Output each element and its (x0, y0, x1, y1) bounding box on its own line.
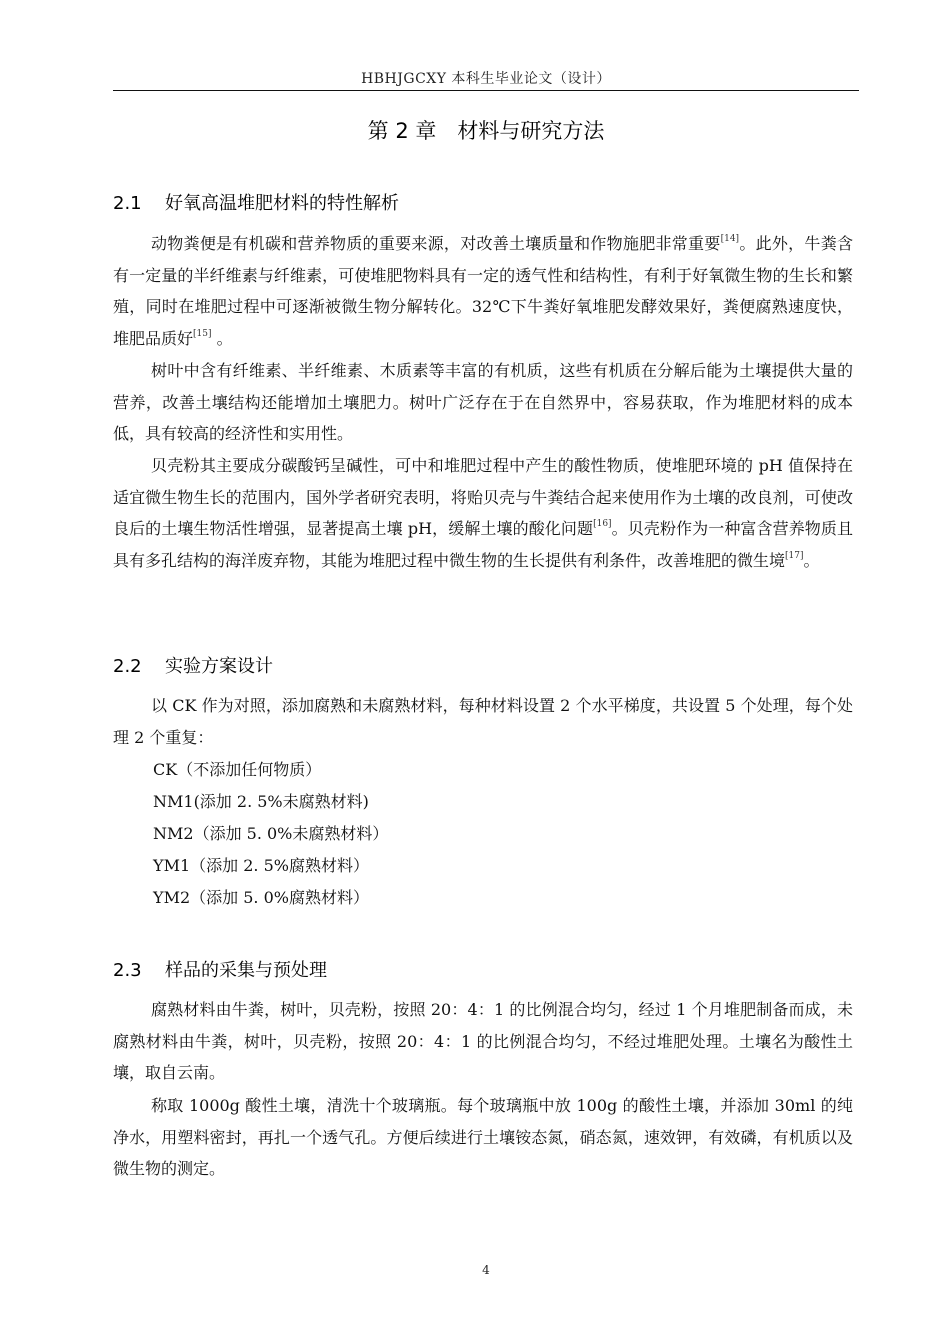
text-run: 。 (211, 329, 233, 349)
chapter-title: 第 2 章 材料与研究方法 (367, 119, 605, 143)
page-number: 4 (482, 1263, 490, 1277)
section-title: 好氧高温堆肥材料的特性解析 (165, 193, 399, 214)
text-run: 。贝壳粉作为一种富含营养物质且具有多孔结构的海洋废弃物，其能为堆肥过程中微生物的生长提供有利条件，改善堆肥的微生境 (113, 519, 853, 571)
running-header: HBHJGCXY 本科生毕业论文（设计） (361, 71, 611, 87)
section-heading-2-3 (113, 956, 327, 982)
text-run: 。此外，牛粪含有一定量的半纤维素与纤维素，可使堆肥物料具有一定的透气性和结构性，有利于好氧微生物的生长和繁殖，同时在堆肥过程中可逐渐被微生物分解转化。32℃下牛粪好氧堆肥发酵效果好，粪便腐熟速度快，堆肥品质好 (113, 234, 853, 349)
section-number: 2.3 (113, 960, 142, 981)
section-heading-2-2 (113, 652, 273, 678)
paragraph-materials-prep: 腐熟材料由牛粪，树叶，贝壳粉，按照 20：4：1 的比例混合均匀，经过 1 个月堆肥制备而成，未腐熟材料由牛粪，树叶，贝壳粉，按照 20：4：1 的比例混合均匀，不经过堆肥处理。土壤名为酸性土壤，取自云南。 (113, 1000, 853, 1083)
text-run: 动物粪便是有机碳和营养物质的重要来源，对改善土壤质量和作物施肥非常重要 (151, 234, 721, 253)
paragraph-sample-processing: 称取 1000g 酸性土壤，清洗十个玻璃瓶。每个玻璃瓶中放 100g 的酸性土壤，并添加 30ml 的纯净水，用塑料密封，再扎一个透气孔。方便后续进行土壤铵态氮，硝态氮，速效钾，有效磷，有机质以及微生物的测定。 (113, 1096, 853, 1179)
citation: [17] (785, 551, 804, 562)
treatment-item: NM1(添加 2. 5%未腐熟材料) (153, 792, 369, 811)
treatment-item: NM2（添加 5. 0%未腐熟材料） (153, 824, 389, 843)
treatment-item: CK（不添加任何物质） (153, 760, 322, 779)
text-run: 贝壳粉其主要成分碳酸钙呈碱性，可中和堆肥过程中产生的酸性物质，使堆肥环境的 pH 值保持在适宜微生物生长的范围内，国外学者研究表明，将贻贝壳与牛粪结合起来使用作为土壤的改良剂，可使改良后的土壤生物活性增强，显著提高土壤 pH，缓解土壤的酸化问题 (113, 456, 853, 539)
paragraph-experiment-design: 以 CK 作为对照，添加腐熟和未腐熟材料，每种材料设置 2 个水平梯度，共设置 5 个处理，每个处理 2 个重复： (113, 696, 853, 747)
section-number: 2.2 (113, 656, 142, 677)
text-run: 。 (803, 551, 820, 571)
header-rule (113, 90, 859, 91)
paragraph-shell-powder (113, 450, 853, 577)
section-heading-2-1 (113, 189, 399, 215)
citation: [14] (720, 234, 740, 244)
citation: [16] (593, 519, 612, 530)
section-title: 样品的采集与预处理 (165, 960, 327, 981)
section-title: 实验方案设计 (165, 656, 273, 677)
treatment-item: YM2（添加 5. 0%腐熟材料） (153, 888, 369, 907)
paragraph-leaves: 树叶中含有纤维素、半纤维素、木质素等丰富的有机质，这些有机质在分解后能为土壤提供大量的营养，改善土壤结构还能增加土壤肥力。树叶广泛存在于在自然界中，容易获取，作为堆肥材料的成本低，具有较高的经济性和实用性。 (113, 361, 853, 444)
treatment-item: YM1（添加 2. 5%腐熟材料） (153, 856, 369, 875)
paragraph-animal-manure (113, 228, 853, 355)
citation: [15] (193, 329, 212, 340)
section-number: 2.1 (113, 193, 142, 214)
